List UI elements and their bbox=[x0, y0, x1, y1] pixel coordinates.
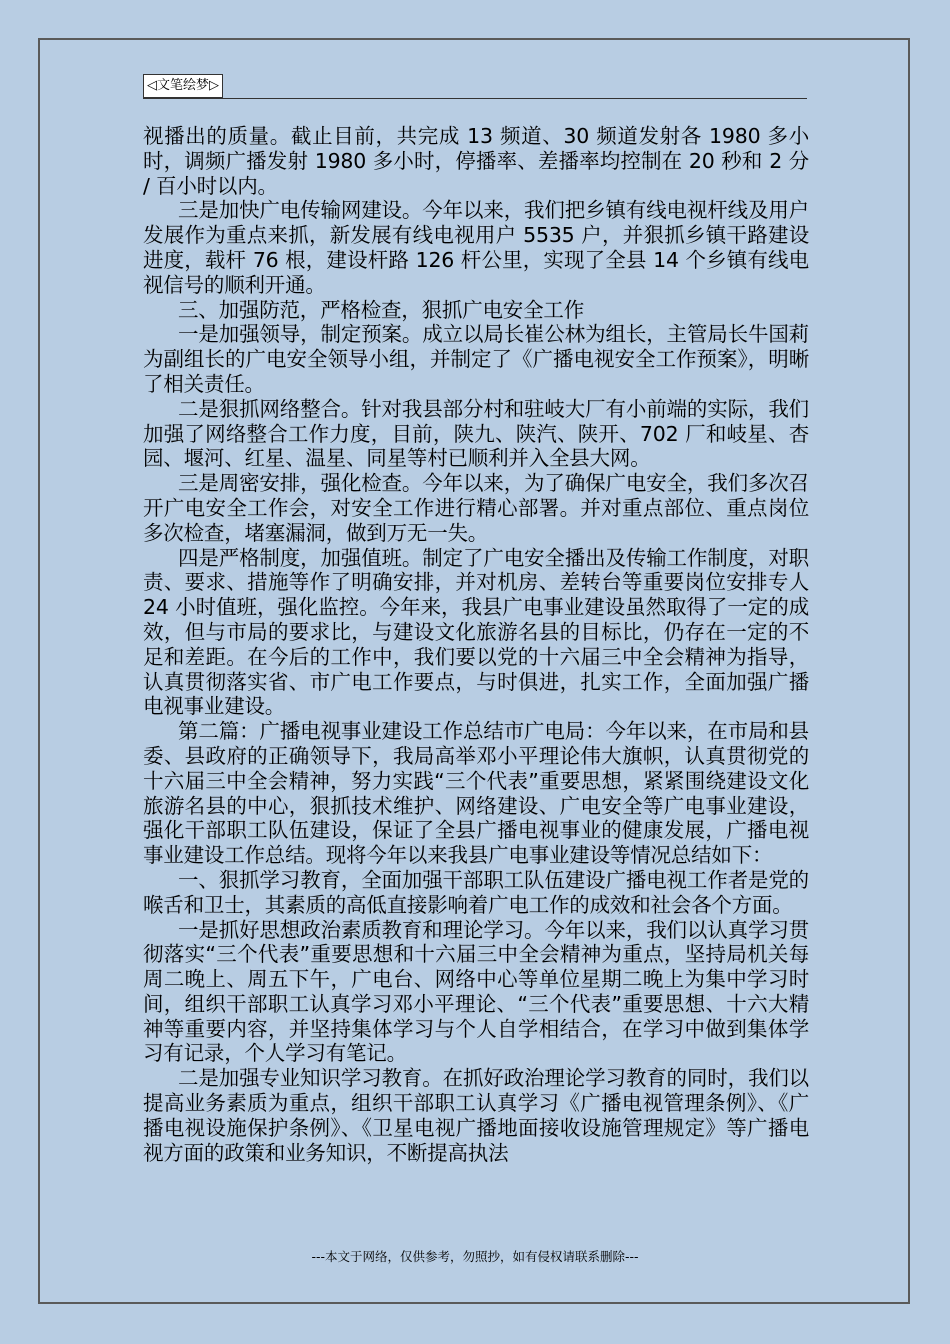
brand-logo: ◁文笔绘梦▷ bbox=[143, 74, 223, 98]
paragraph: 一是抓好思想政治素质教育和理论学习。今年以来，我们以认真学习贯彻落实“三个代表”重要思想和十六届三中全会精神为重点，坚持局机关每周二晚上、周五下午，广电台、网络中心等单位星期二晚上为集中学习时间，组织干部职工认真学习邓小平理论、“三个代表”重要思想、十六大精神等重要内容，并坚持集体学习与个人自学相结合，在学习中做到集体学习有记录，个人学习有笔记。 bbox=[143, 917, 809, 1066]
paragraph: 一是加强领导，制定预案。成立以局长崔公林为组长，主管局长牛国莉为副组长的广电安全领导小组，并制定了《广播电视安全工作预案》，明晰了相关责任。 bbox=[143, 322, 809, 396]
paragraph: 三是周密安排，强化检查。今年以来，为了确保广电安全，我们多次召开广电安全工作会，对安全工作进行精心部署。并对重点部位、重点岗位多次检查，堵塞漏洞，做到万无一失。 bbox=[143, 471, 809, 545]
section-heading: 三、加强防范，严格检查，狠抓广电安全工作 bbox=[178, 297, 584, 322]
paragraph: 三是加快广电传输网建设。今年以来，我们把乡镇有线电视杆线及用户发展作为重点来抓，新发展有线电视用户 5535 户，并狠抓乡镇干路建设进度，载杆 76 根，建设杆路 126 杆公里，实现了全县 14 个乡镇有线电视信号的顺利开通。 bbox=[143, 198, 809, 297]
paragraph: 二是狠抓网络整合。针对我县部分村和驻岐大厂有小前端的实际，我们加强了网络整合工作力度，目前，陕九、陕汽、陕开、702 厂和岐星、杏园、堰河、红星、温星、同星等村已顺利并入全县大网。 bbox=[143, 396, 809, 471]
footer-disclaimer: ---本文于网络，仅供参考，勿照抄，如有侵权请联系删除--- bbox=[311, 1249, 639, 1264]
paragraph: 第二篇：广播电视事业建设工作总结市广电局：今年以来，在市局和县委、县政府的正确领导下，我局高举邓小平理论伟大旗帜，认真贯彻党的十六届三中全会精神，努力实践“三个代表”重要思想，紧紧围绕建设文化旅游名县的中心，狠抓技术维护、网络建设、广电安全等广电事业建设，强化干部职工队伍建设，保证了全县广播电视事业的健康发展，广播电视事业建设工作总结。现将今年以来我县广电事业建设等情况总结如下： bbox=[143, 719, 809, 868]
document-header bbox=[143, 72, 807, 99]
paragraph: 四是严格制度，加强值班。制定了广电安全播出及传输工作制度，对职责、要求、措施等作了明确安排，并对机房、差转台等重要岗位安排专人 24 小时值班，强化监控。今年来，我县广电事业建设虽然取得了一定的成效，但与市局的要求比，与建设文化旅游名县的目标比，仍存在一定的不足和差距。在今后的工作中，我们要以党的十六届三中全会精神为指导，认真贯彻落实省、市广电工作要点，与时俱进，扎实工作，全面加强广播电视事业建设。 bbox=[143, 545, 809, 719]
document-body bbox=[143, 124, 809, 1224]
paragraph: 视播出的质量。截止目前，共完成 13 频道、30 频道发射各 1980 多小时，调频广播发射 1980 多小时，停播率、差播率均控制在 20 秒和 2 分 / 百小时以内。 bbox=[143, 124, 809, 198]
paragraph: 二是加强专业知识学习教育。在抓好政治理论学习教育的同时，我们以提高业务素质为重点，组织干部职工认真学习《广播电视管理条例》、《广播电视设施保护条例》、《卫星电视广播地面接收设施管理规定》等广播电视方面的政策和业务知识，不断提高执法 bbox=[143, 1066, 809, 1165]
paragraph: 一、狠抓学习教育，全面加强干部职工队伍建设广播电视工作者是党的喉舌和卫士，其素质的高低直接影响着广电工作的成效和社会各个方面。 bbox=[143, 867, 809, 917]
